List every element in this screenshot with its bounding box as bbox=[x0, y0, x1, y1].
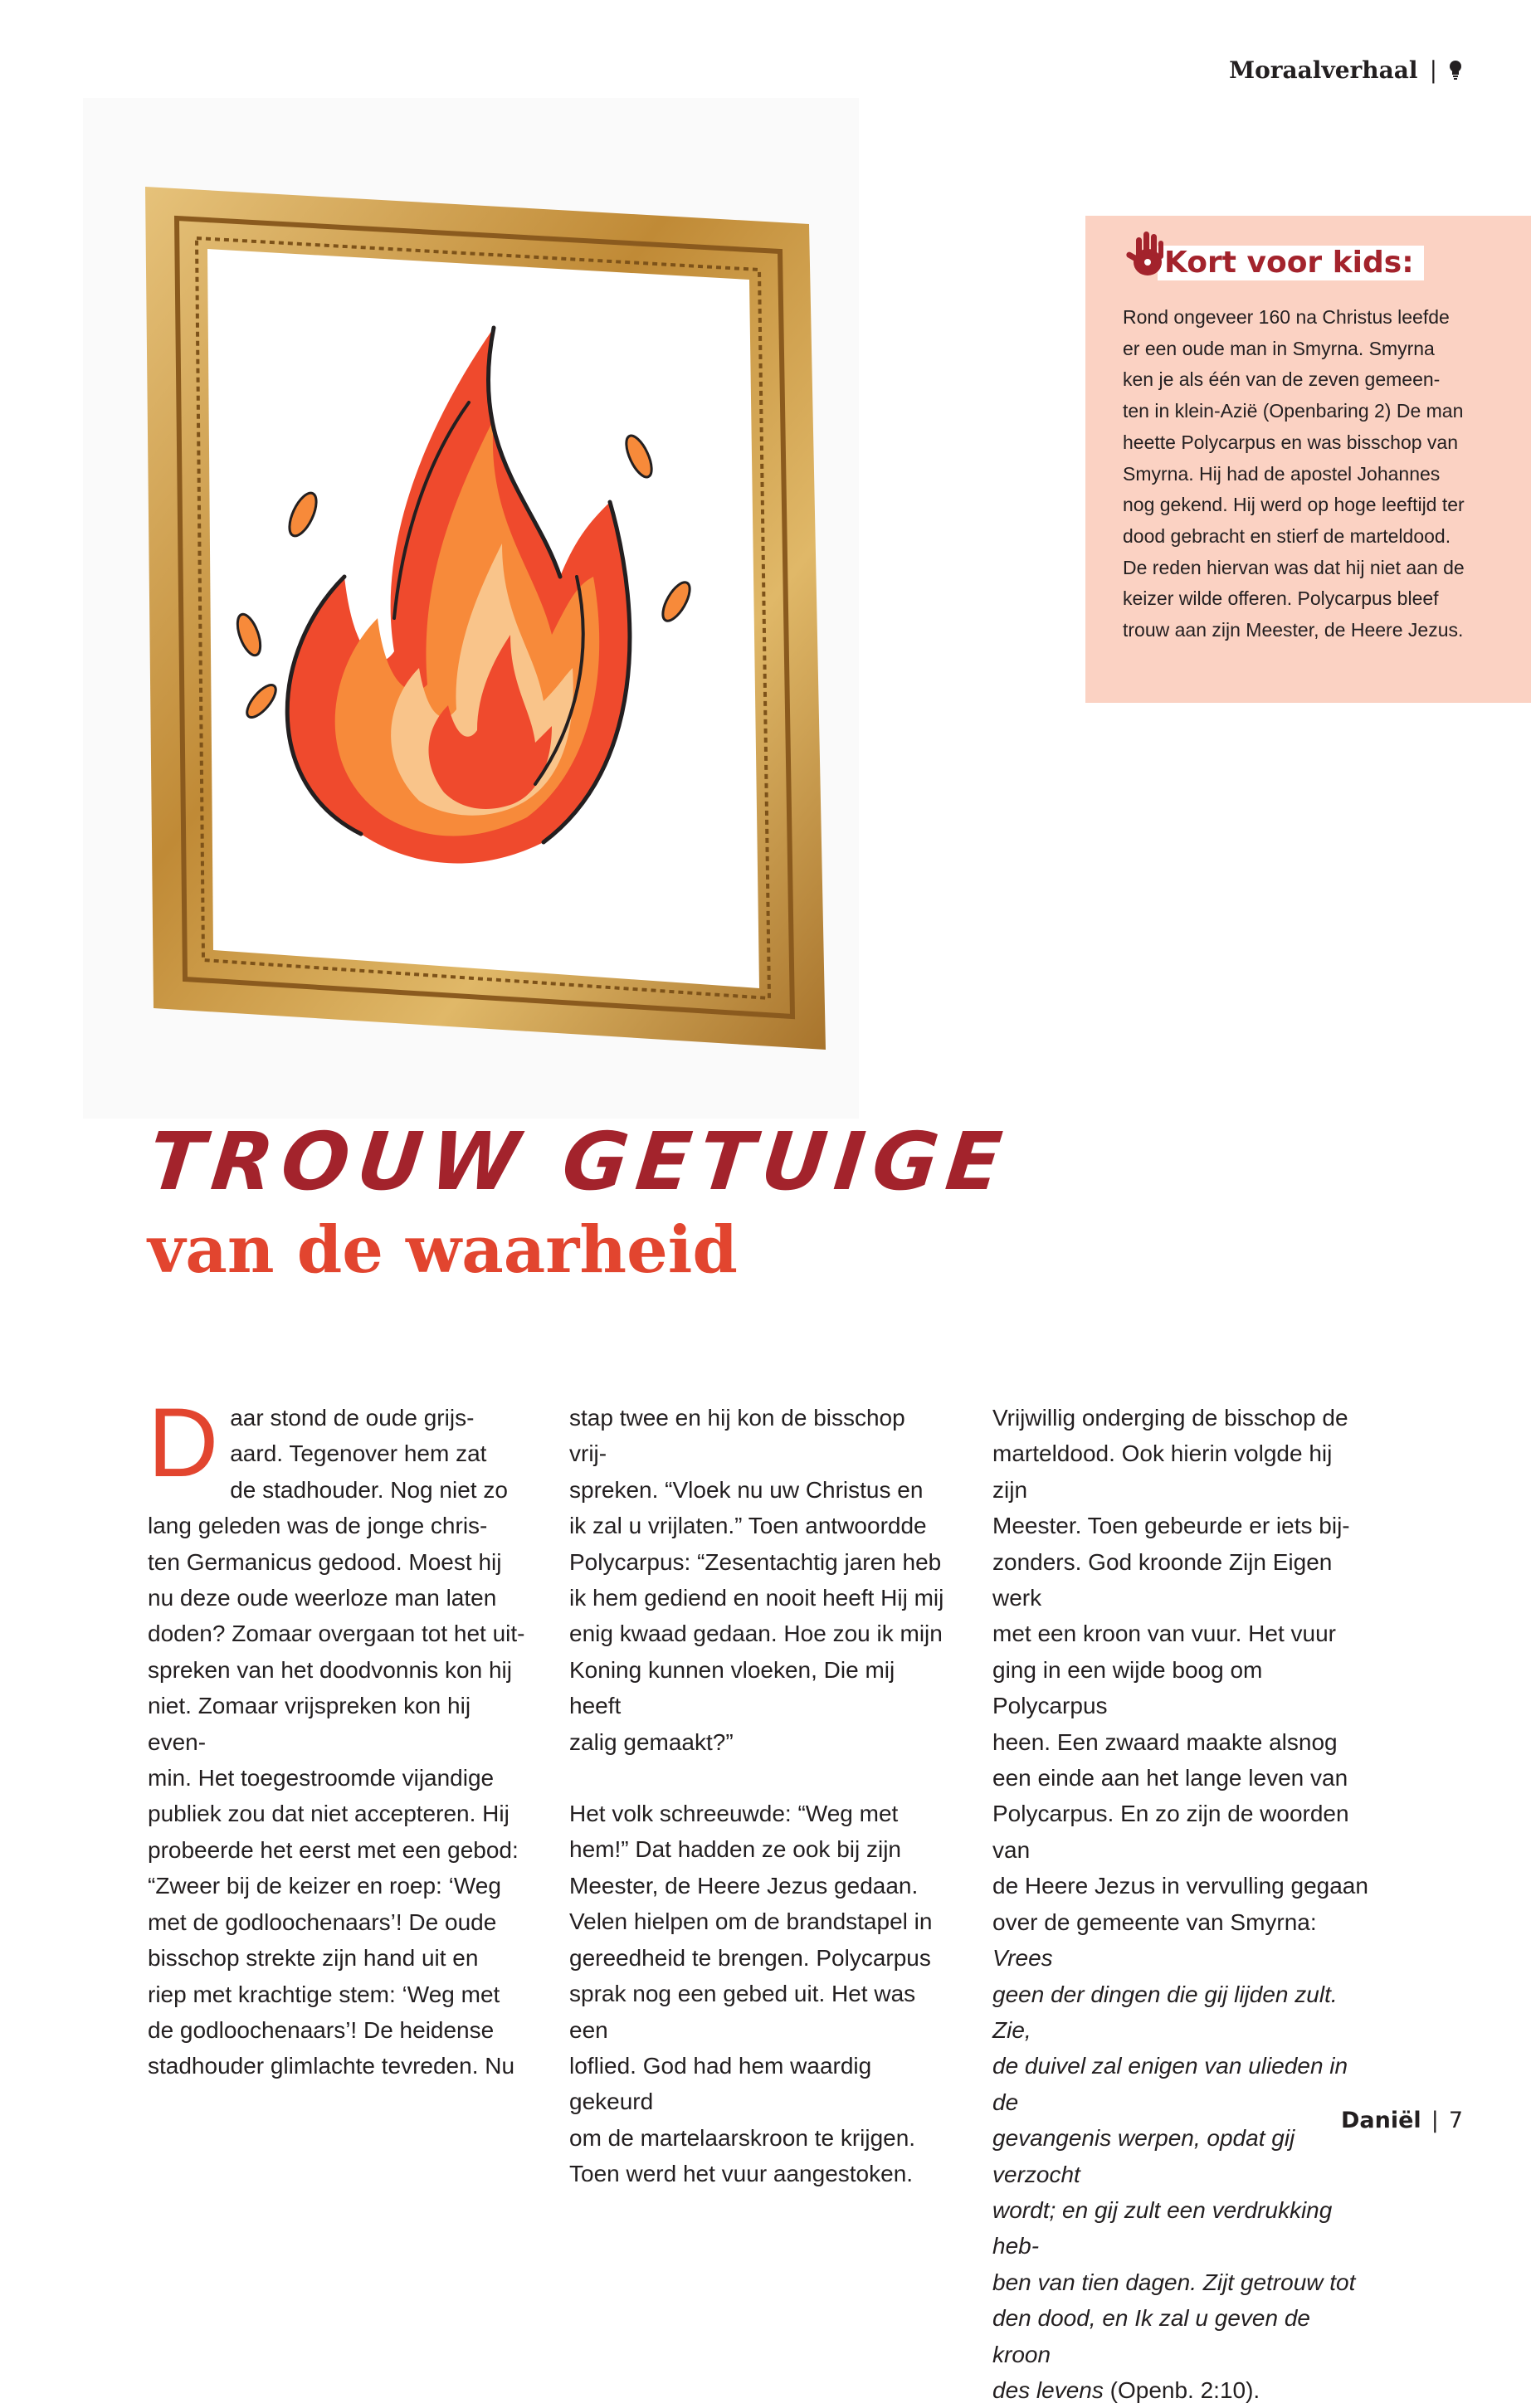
reference: (Openb. 2:10). bbox=[1103, 2376, 1260, 2403]
text-line: lang geleden was de jonge chris- bbox=[148, 1513, 488, 1539]
text-line: spreken van het doodvonnis kon hij bbox=[148, 1656, 512, 1683]
kids-line: nog gekend. Hij werd op hoge leeftijd ter bbox=[1123, 494, 1465, 516]
handprint-icon bbox=[1123, 229, 1173, 280]
text-line: stadhouder glimlachte tevreden. Nu bbox=[148, 2053, 515, 2079]
page-number: 7 bbox=[1448, 2108, 1463, 2133]
text-line: Velen hielpen om de brandstapel in bbox=[569, 1908, 933, 1935]
text-line: stap twee en hij kon de bisschop vrij- bbox=[569, 1405, 905, 1467]
text-line: Meester, de Heere Jezus gedaan. bbox=[569, 1872, 919, 1899]
kids-box-heading bbox=[1123, 229, 1424, 280]
text-line: nu deze oude weerloze man laten bbox=[148, 1585, 497, 1611]
kids-line: ten in klein-Azië (Openbaring 2) De man bbox=[1123, 400, 1464, 422]
kids-line: Smyrna. Hij had de apostel Johannes bbox=[1123, 462, 1441, 485]
text-line: loflied. God had hem waardig gekeurd bbox=[569, 2052, 872, 2115]
kids-line: heette Polycarpus en was bisschop van bbox=[1123, 431, 1459, 453]
kids-line: dood gebracht en stierf de marteldood. bbox=[1123, 524, 1451, 547]
drop-cap: D bbox=[148, 1388, 219, 1498]
text-line: ten Germanicus gedood. Moest hij bbox=[148, 1548, 502, 1575]
text-line: met de godloochenaars’! De oude bbox=[148, 1908, 497, 1935]
header-separator: | bbox=[1429, 56, 1437, 84]
page-footer bbox=[1341, 2108, 1463, 2133]
text-line: doden? Zomaar overgaan tot het uit- bbox=[148, 1621, 525, 1647]
text-line bbox=[992, 1904, 1370, 1977]
text-line: spreken. “Vloek nu uw Christus en bbox=[569, 1476, 924, 1503]
quote-line: wordt; en gij zult een verdrukking heb- bbox=[992, 2196, 1333, 2259]
text-line: sprak nog een gebed uit. Het was een bbox=[569, 1981, 916, 2043]
text-line: Toen werd het vuur aangestoken. bbox=[569, 2161, 914, 2187]
text-line: publiek zou dat niet accepteren. Hij bbox=[148, 1801, 510, 1827]
text-line: zalig gemaakt?” bbox=[569, 1728, 734, 1755]
text-line: ik zal u vrijlaten.” Toen antwoordde bbox=[569, 1513, 927, 1539]
text-line: de godloochenaars’! De heidense bbox=[148, 2016, 495, 2043]
quote-segment: Vrees bbox=[992, 1945, 1053, 1972]
text-line: Polycarpus: “Zesentachtig jaren heb bbox=[569, 1548, 942, 1575]
kids-line: ken je als één van de zeven gemeen- bbox=[1123, 368, 1441, 391]
text-line: gereedheid te brengen. Polycarpus bbox=[569, 1944, 931, 1971]
section-label: Moraalverhaal bbox=[1229, 56, 1418, 84]
article-column-1 bbox=[148, 1388, 525, 2084]
text-line: aard. Tegenover hem zat bbox=[230, 1440, 487, 1467]
text-line: Polycarpus. En zo zijn de woorden van bbox=[992, 1801, 1349, 1863]
lightbulb-icon bbox=[1449, 60, 1462, 81]
text-line: “Zweer bij de keizer en roep: ‘Weg bbox=[148, 1873, 501, 1899]
text-line: een einde aan het lange leven van bbox=[992, 1765, 1348, 1791]
text-line: Meester. Toen gebeurde er iets bij- bbox=[992, 1513, 1350, 1539]
kids-line: keizer wilde offeren. Polycarpus bleef bbox=[1123, 587, 1439, 610]
text-line: om de martelaarskroon te krijgen. bbox=[569, 2124, 916, 2151]
quote-line: de duivel zal enigen van ulieden in de bbox=[992, 2053, 1348, 2115]
quote-line: den dood, en Ik zal u geven de kroon bbox=[992, 2305, 1310, 2367]
text-line: heen. Een zwaard maakte alsnog bbox=[992, 1728, 1338, 1755]
text-segment: over de gemeente van Smyrna: bbox=[992, 1908, 1317, 1935]
footer-separator: | bbox=[1431, 2108, 1439, 2133]
text-line: bisschop strekte zijn hand uit en bbox=[148, 1945, 479, 1972]
text-line: de Heere Jezus in vervulling gegaan bbox=[992, 1873, 1368, 1899]
kids-summary-box bbox=[1085, 216, 1531, 703]
text-line: hem!” Dat hadden ze ook bij zijn bbox=[569, 1836, 901, 1863]
text-line: riep met krachtige stem: ‘Weg met bbox=[148, 1981, 500, 2007]
quote-line: geen der dingen die gij lijden zult. Zie, bbox=[992, 1981, 1338, 2043]
article-column-3 bbox=[992, 1400, 1370, 2408]
text-line: niet. Zomaar vrijspreken kon hij even- bbox=[148, 1693, 471, 1755]
kids-line: Rond ongeveer 160 na Christus leefde bbox=[1123, 306, 1450, 328]
text-line: enig kwaad gedaan. Hoe zou ik mijn bbox=[569, 1621, 943, 1647]
text-line: ik hem gediend en nooit heeft Hij mij bbox=[569, 1585, 944, 1611]
quote-segment: des levens bbox=[992, 2376, 1104, 2403]
kids-line: trouw aan zijn Meester, de Heere Jezus. bbox=[1123, 619, 1464, 641]
text-line: aar stond de oude grijs- bbox=[230, 1405, 475, 1431]
paragraph bbox=[569, 1796, 947, 2191]
text-line: probeerde het eerst met een gebod: bbox=[148, 1836, 519, 1863]
section-header bbox=[1229, 56, 1462, 84]
kids-box-title: Kort voor kids: bbox=[1158, 246, 1424, 280]
text-line: ging in een wijde boog om Polycarpus bbox=[992, 1656, 1263, 1719]
magazine-name: Daniël bbox=[1341, 2108, 1421, 2133]
text-line: min. Het toegestroomde vijandige bbox=[148, 1765, 495, 1791]
article-column-2 bbox=[569, 1400, 947, 2228]
text-line: marteldood. Ook hierin volgde hij zijn bbox=[992, 1440, 1333, 1503]
kids-line: De reden hiervan was dat hij niet aan de bbox=[1123, 556, 1465, 578]
text-line: zonders. God kroonde Zijn Eigen werk bbox=[992, 1548, 1333, 1611]
article-title: TROUW GETUIGE bbox=[144, 1115, 1015, 1208]
text-line: Koning kunnen vloeken, Die mij heeft bbox=[569, 1656, 895, 1719]
text-line: met een kroon van vuur. Het vuur bbox=[992, 1621, 1336, 1647]
kids-box-text bbox=[1123, 302, 1511, 646]
framed-fire-illustration bbox=[145, 187, 826, 1050]
text-line: de stadhouder. Nog niet zo bbox=[230, 1476, 508, 1503]
quote-line: ben van tien dagen. Zijt getrouw tot bbox=[992, 2269, 1356, 2295]
paragraph bbox=[569, 1400, 947, 1760]
text-line: Vrijwillig onderging de bisschop de bbox=[992, 1405, 1348, 1431]
kids-line: er een oude man in Smyrna. Smyrna bbox=[1123, 337, 1435, 359]
text-line bbox=[992, 2372, 1370, 2408]
quote-line: gevangenis werpen, opdat gij verzocht bbox=[992, 2125, 1295, 2187]
text-line: Het volk schreeuwde: “Weg met bbox=[569, 1801, 899, 1827]
article-subtitle: van de waarheid bbox=[148, 1212, 738, 1288]
